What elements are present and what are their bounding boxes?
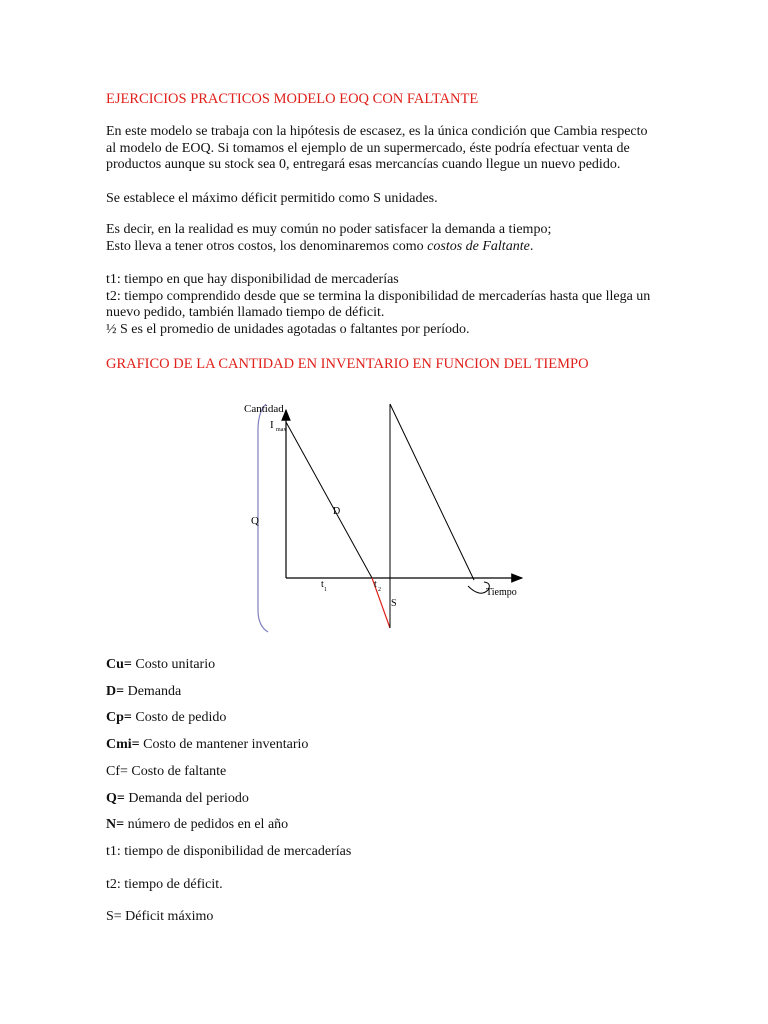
y-axis-label: Cantidad (244, 403, 284, 415)
t1-sub-label: 1 (324, 587, 327, 593)
graph-title: GRAFICO DE LA CANTIDAD EN INVENTARIO EN FUNCION DEL TIEMPO (106, 356, 589, 372)
reality-line-suffix: . (529, 238, 534, 254)
intro-line: En este modelo se trabaja con la hipótesis de escasez, es la única condición que Cambia respecto (106, 124, 648, 139)
q-label: Q (251, 515, 259, 527)
reality-line: Es decir, en la realidad es muy común no poder satisfacer la demanda a tiempo; (106, 222, 552, 237)
definition-term: Cu= (106, 657, 132, 672)
definition-desc: Cf= Costo de faltante (106, 764, 227, 779)
definition-item (106, 817, 288, 833)
t2-sub-label: 2 (378, 587, 381, 593)
definition-term: Cmi= (106, 737, 140, 752)
definition-desc: t2: tiempo de déficit. (106, 877, 223, 892)
definition-desc: número de pedidos en el año (124, 817, 289, 832)
definition-item (106, 657, 215, 673)
i-max-label: I (270, 419, 274, 431)
time-line: t2: tiempo comprendido desde que se termina la disponibilidad de mercaderías hasta que llega un (106, 288, 651, 304)
reality-line-prefix: Esto lleva a tener otros costos, los denominaremos como (106, 238, 428, 254)
definition-item (106, 684, 181, 700)
definition-desc: Demanda del periodo (124, 791, 249, 806)
definition-term: Cp= (106, 710, 132, 725)
t1-label: t (321, 579, 324, 590)
s-label: S (391, 598, 397, 609)
definition-item (106, 877, 223, 893)
intro-line: al modelo de EOQ. Si tomamos el ejemplo de un supermercado, éste podría efectuar venta de (106, 140, 630, 156)
costos-faltante-term: costos de Faltante (427, 238, 530, 254)
definition-desc: Costo de pedido (131, 710, 227, 725)
definition-item (106, 791, 249, 807)
definition-item (106, 909, 213, 925)
time-line: ½ S es el promedio de unidades agotadas o faltantes por período. (106, 321, 470, 337)
definition-item (106, 710, 226, 726)
time-line: nuevo pedido, también llamado tiempo de déficit. (106, 305, 385, 320)
definition-desc: Costo unitario (131, 657, 216, 672)
definition-desc: Demanda (124, 684, 182, 699)
definition-term: N= (106, 817, 125, 832)
definition-term: D= (106, 684, 125, 699)
q-bracket (258, 404, 268, 632)
definition-item (106, 844, 351, 860)
definition-desc: S= Déficit máximo (106, 909, 214, 924)
definition-item (106, 737, 308, 753)
d-label: D (333, 506, 341, 517)
demand-line-1 (286, 422, 372, 578)
intro-line: productos aunque su stock sea 0, entregará esas mercancías cuando llegue un nuevo pedido. (106, 157, 621, 172)
page-title: EJERCICIOS PRACTICOS MODELO EOQ CON FALTANTE (106, 91, 479, 107)
definition-item (106, 764, 226, 780)
time-line: t1: tiempo en que hay disponibilidad de mercaderías (106, 272, 399, 287)
i-max-sub-label: max (276, 427, 287, 433)
x-axis-label: Tiempo (486, 587, 517, 598)
t2-label: t (374, 579, 377, 590)
max-deficit-line: Se establece el máximo déficit permitido como S unidades. (106, 191, 438, 206)
definition-term: Q= (106, 791, 125, 806)
definition-desc: Costo de mantener inventario (139, 737, 309, 752)
definition-desc: t1: tiempo de disponibilidad de mercaderías (106, 844, 352, 859)
demand-line-2 (390, 404, 474, 580)
